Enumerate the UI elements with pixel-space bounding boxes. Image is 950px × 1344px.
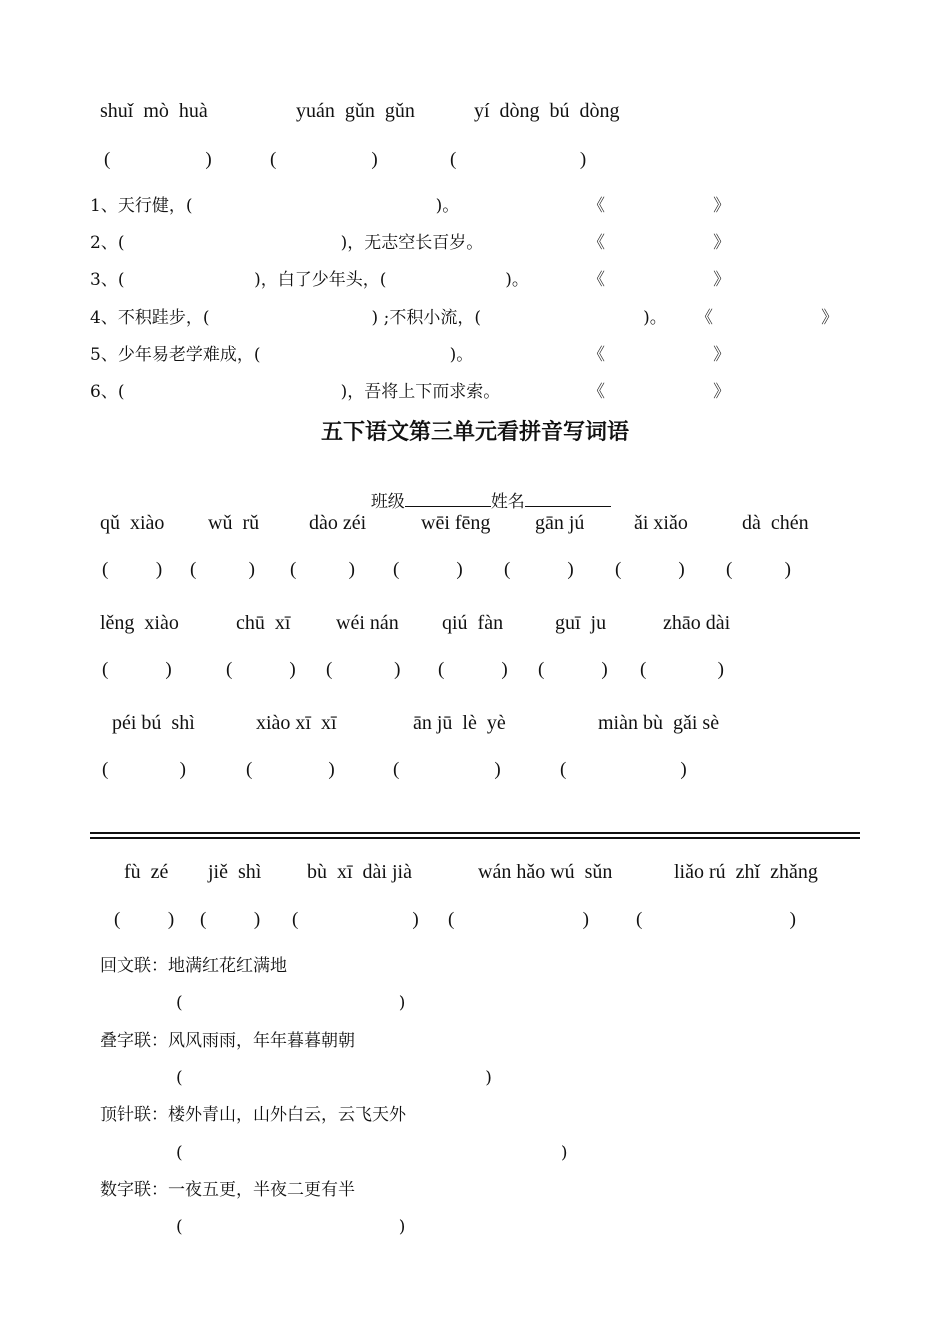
poem-line[interactable]: 2、( )，无志空长百岁。 [90,233,484,253]
pinyin-word: chū xī [236,612,291,634]
answer-bracket[interactable]: ( ) [114,909,175,930]
couplet-answer[interactable]: ( ) [176,993,406,1013]
book-title-blank[interactable]: 《 》 [588,345,731,365]
pinyin-word: qǔ xiào [100,512,165,534]
pinyin-word: gān jú [535,512,585,534]
name-blank[interactable] [525,489,611,507]
book-title-blank[interactable]: 《 》 [588,270,731,290]
poem-line[interactable]: 5、少年易老学难成，( )。 [90,345,474,365]
page-title: 五下语文第三单元看拼音写词语 [320,419,629,445]
book-title-blank[interactable]: 《 》 [588,233,731,253]
answer-bracket[interactable]: ( ) [326,659,401,680]
pinyin-word: wán hǎo wú sǔn [478,861,613,883]
pinyin-word: fù zé [124,861,169,883]
pinyin-word: wēi fēng [421,512,491,534]
answer-bracket[interactable]: ( ) [190,559,255,580]
answer-bracket[interactable]: ( ) [270,149,378,170]
couplet-label: 顶针联：楼外青山，山外白云，云飞天外 [100,1105,406,1125]
poem-line[interactable]: 6、( )，吾将上下而求索。 [90,382,501,402]
pinyin-word: péi bú shì [112,712,195,734]
answer-bracket[interactable]: ( ) [640,659,724,680]
class-blank[interactable] [405,489,491,507]
pinyin-word: yuán gǔn gǔn [296,100,415,122]
answer-bracket[interactable]: ( ) [448,909,589,930]
book-title-blank[interactable]: 《 》 [588,196,731,216]
answer-bracket[interactable]: ( ) [292,909,419,930]
answer-bracket[interactable]: ( ) [560,759,687,780]
pinyin-word: liǎo rú zhǐ zhǎng [674,861,818,883]
answer-bracket[interactable]: ( ) [438,659,508,680]
pinyin-word: dào zéi [309,512,367,534]
poem-line[interactable]: 3、( )，白了少年头，( )。 [90,270,529,290]
pinyin-word: miàn bù gǎi sè [598,712,720,734]
divider-line [90,832,860,834]
answer-bracket[interactable]: ( ) [102,659,172,680]
student-info [360,472,611,511]
pinyin-word: dà chén [742,512,809,534]
couplet-answer[interactable]: ( ) [176,1217,406,1237]
pinyin-word: ān jū lè yè [413,712,506,734]
book-title-blank[interactable]: 《 》 [588,382,731,402]
pinyin-word: shuǐ mò huà [100,100,208,122]
couplet-label: 回文联：地满红花红满地 [100,956,287,976]
pinyin-word: ǎi xiǎo [634,512,688,534]
pinyin-word: xiào xī xī [256,712,337,734]
class-label: 班级 [370,492,405,512]
couplet-label: 数字联：一夜五更，半夜二更有半 [100,1180,355,1200]
pinyin-word: zhāo dài [663,612,731,634]
poem-line[interactable]: 1、天行健，( )。 [90,196,460,216]
answer-bracket[interactable]: ( ) [226,659,296,680]
divider-line [90,837,860,839]
answer-bracket[interactable]: ( ) [726,559,791,580]
answer-bracket[interactable]: ( ) [246,759,335,780]
answer-bracket[interactable]: ( ) [104,149,212,170]
pinyin-word: qiú fàn [442,612,504,634]
pinyin-word: jiě shì [208,861,262,883]
answer-bracket[interactable]: ( ) [102,559,163,580]
pinyin-word: yí dòng bú dòng [474,100,620,122]
answer-bracket[interactable]: ( ) [393,759,501,780]
answer-bracket[interactable]: ( ) [393,559,463,580]
pinyin-word: wǔ rǔ [208,512,260,534]
couplet-answer[interactable]: ( ) [176,1143,568,1163]
answer-bracket[interactable]: ( ) [504,559,574,580]
answer-bracket[interactable]: ( ) [538,659,608,680]
couplet-answer[interactable]: ( ) [176,1068,492,1088]
poem-line[interactable]: 4、不积跬步，( ) ;不积小流，( )。 [90,308,667,328]
pinyin-word: guī ju [555,612,607,634]
book-title-blank[interactable]: 《 》 [696,308,839,328]
answer-bracket[interactable]: ( ) [290,559,355,580]
answer-bracket[interactable]: ( ) [636,909,796,930]
name-label: 姓名 [490,492,525,512]
pinyin-word: wéi nán [336,612,399,634]
couplet-label: 叠字联：风风雨雨，年年暮暮朝朝 [100,1031,355,1051]
answer-bracket[interactable]: ( ) [450,149,587,170]
pinyin-word: lěng xiào [100,612,179,634]
answer-bracket[interactable]: ( ) [200,909,261,930]
answer-bracket[interactable]: ( ) [615,559,685,580]
pinyin-word: bù xī dài jià [307,861,412,883]
answer-bracket[interactable]: ( ) [102,759,186,780]
